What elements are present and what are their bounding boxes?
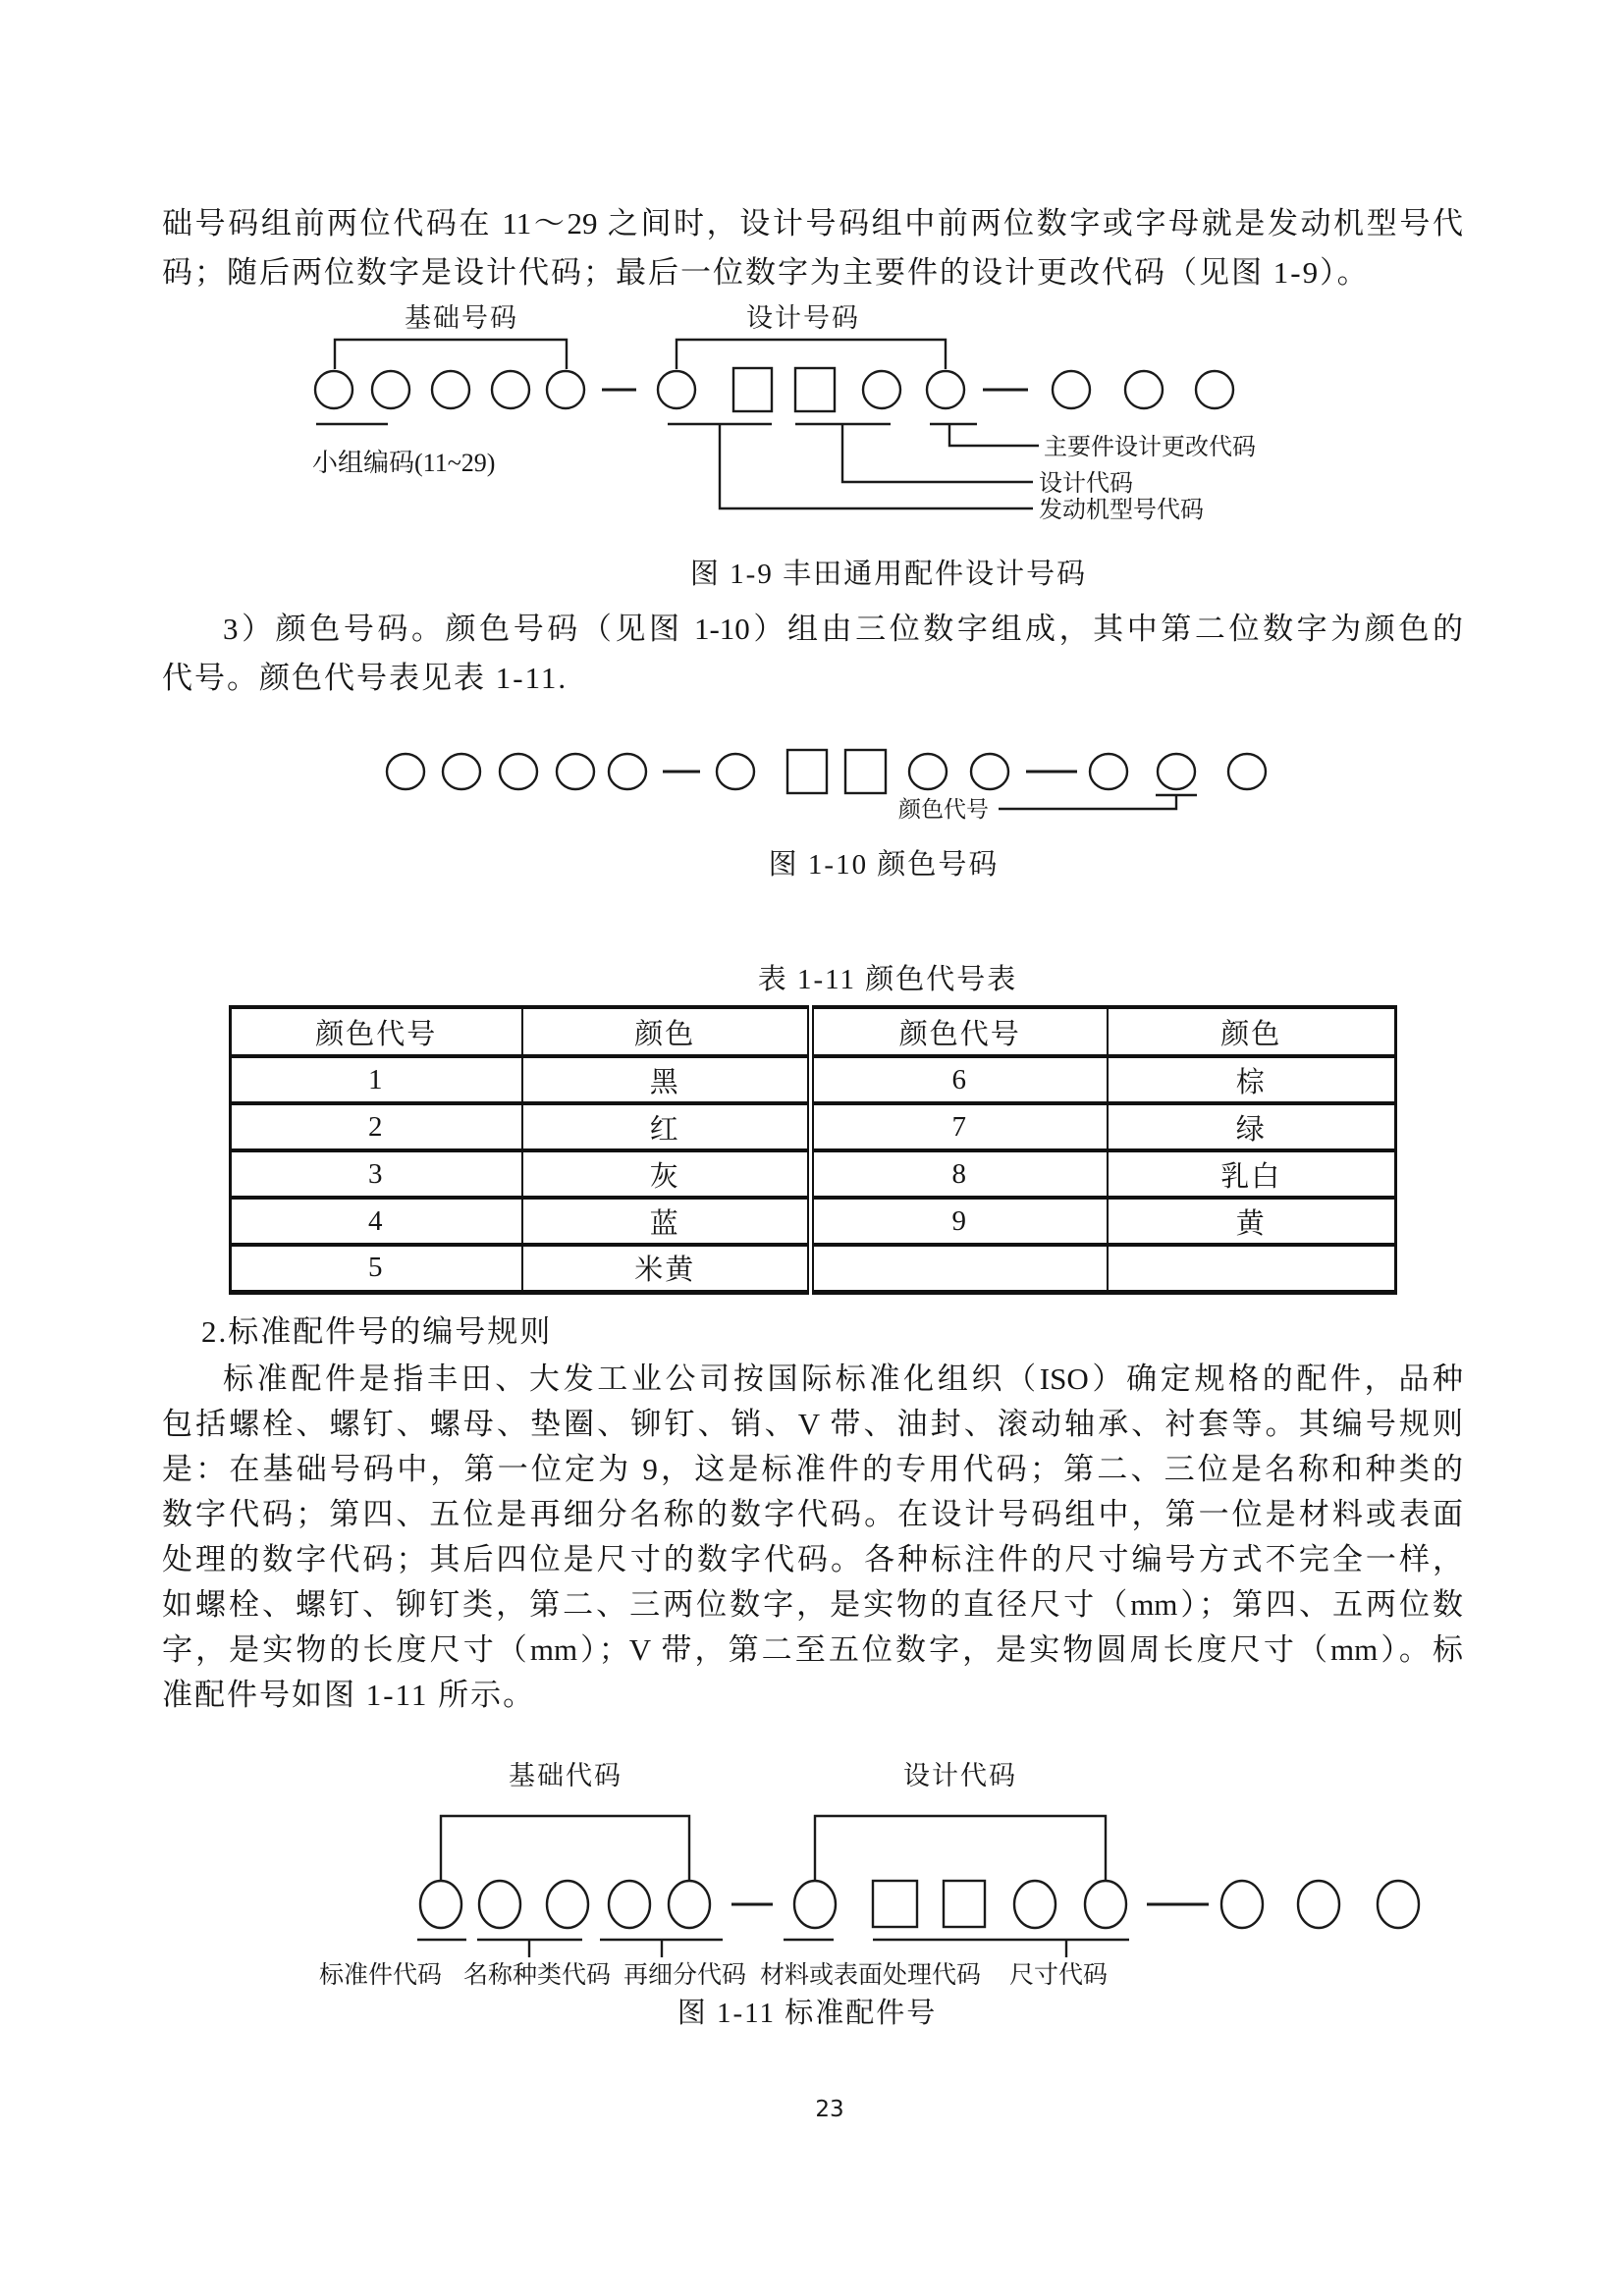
table-cell: 黑 <box>522 1056 811 1103</box>
design-number-bracket <box>677 340 946 369</box>
callout-main-part-design-change-code: 主要件设计更改代码 <box>1044 435 1256 460</box>
base-number-label: 基础号码 <box>405 303 518 333</box>
digit-circle <box>909 754 947 789</box>
callout-line <box>720 424 1033 508</box>
table-cell: 2 <box>231 1103 522 1150</box>
digit-circle <box>927 371 964 408</box>
text-line: 标准配件是指丰田、大发工业公司按国际标准化组织（ISO）确定规格的配件，品种 <box>223 1362 1463 1396</box>
text-line: 处理的数字代码；其后四位是尺寸的数字代码。各种标注件的尺寸编号方式不完全一样， <box>162 1542 1463 1576</box>
callout-line <box>949 424 1039 446</box>
table-cell <box>1108 1245 1396 1292</box>
figure-1-9-diagram <box>0 294 1624 599</box>
digit-square <box>845 750 886 793</box>
table-cell: 黄 <box>1108 1198 1396 1245</box>
digit-circle <box>717 754 754 789</box>
color-code-table <box>229 1005 1397 1295</box>
intro-paragraph <box>162 199 1463 297</box>
text-line: 3）颜色号码。颜色号码（见图 1-10）组由三位数字组成，其中第二位数字为颜色的 <box>223 612 1463 646</box>
digit-circle <box>547 1881 588 1928</box>
digit-circle <box>1378 1881 1419 1928</box>
digit-circle <box>1085 1881 1126 1928</box>
table-row <box>231 1103 1396 1150</box>
digit-square <box>787 750 827 793</box>
text-line: 如螺栓、螺钉、铆钉类，第二、三两位数字，是实物的直径尺寸（mm）；第四、五两位数 <box>162 1587 1463 1622</box>
text-line: 准配件号如图 1-11 所示。 <box>162 1678 536 1712</box>
column-header: 颜色代号 <box>811 1007 1108 1056</box>
digit-circle <box>794 1881 836 1928</box>
callout-line <box>999 795 1176 809</box>
table-cell: 蓝 <box>522 1198 811 1245</box>
callout-design-code: 设计代码 <box>1039 471 1133 497</box>
text-line: 包括螺栓、螺钉、螺母、垫圈、铆钉、销、V 带、油封、滚动轴承、衬套等。其编号规则 <box>162 1407 1463 1441</box>
figure-1-11-diagram <box>0 1755 1624 2050</box>
table-cell: 6 <box>811 1056 1108 1103</box>
figure-1-11-caption: 图 1-11 标准配件号 <box>677 1998 938 2029</box>
table-row <box>231 1150 1396 1198</box>
callout-line <box>842 424 1033 482</box>
size-code-label: 尺寸代码 <box>1009 1962 1109 1989</box>
digit-circle <box>500 754 537 789</box>
table-cell: 棕 <box>1108 1056 1396 1103</box>
figure-1-10-diagram <box>0 734 1624 896</box>
table-cell: 灰 <box>522 1150 811 1198</box>
digit-circle <box>432 371 469 408</box>
design-number-label: 设计号码 <box>746 303 860 333</box>
digit-circle <box>547 371 584 408</box>
digit-circle <box>1298 1881 1339 1928</box>
figure-1-11-shapes <box>417 1816 1419 1957</box>
digit-circle <box>557 754 594 789</box>
digit-circle <box>1053 371 1090 408</box>
digit-circle <box>1228 754 1266 789</box>
text-line: 字，是实物的长度尺寸（mm）；V 带，第二至五位数字，是实物圆周长度尺寸（mm）。标 <box>162 1632 1463 1667</box>
table-cell: 4 <box>231 1198 522 1245</box>
digit-circle <box>609 1881 650 1928</box>
design-code-label: 设计代码 <box>903 1761 1017 1790</box>
table-cell: 7 <box>811 1103 1108 1150</box>
table-cell <box>811 1245 1108 1292</box>
table-row <box>231 1198 1396 1245</box>
table-cell: 3 <box>231 1150 522 1198</box>
page-number: 23 <box>815 2097 844 2122</box>
digit-square <box>873 1881 917 1927</box>
digit-circle <box>387 754 424 789</box>
digit-circle <box>1158 754 1195 789</box>
design-code-bracket <box>815 1816 1106 1882</box>
callout-engine-model-code: 发动机型号代码 <box>1039 498 1204 523</box>
figure-1-10-caption: 图 1-10 颜色号码 <box>768 849 1000 881</box>
color-code-table-wrapper <box>229 1005 1394 1295</box>
table-cell: 红 <box>522 1103 811 1150</box>
digit-circle <box>443 754 480 789</box>
digit-circle <box>1196 371 1233 408</box>
base-number-bracket <box>335 340 567 369</box>
base-code-label: 基础代码 <box>509 1761 623 1790</box>
section-2-paragraph <box>162 1357 1463 1718</box>
column-header: 颜色代号 <box>231 1007 522 1056</box>
table-cell: 乳白 <box>1108 1150 1396 1198</box>
color-code-pointer-label: 颜色代号 <box>898 797 989 822</box>
material-surface-code-label: 材料或表面处理代码 <box>760 1962 982 1989</box>
digit-circle <box>492 371 529 408</box>
digit-circle <box>420 1881 461 1928</box>
digit-circle <box>609 754 646 789</box>
digit-circle <box>1125 371 1163 408</box>
color-number-paragraph <box>162 605 1463 703</box>
digit-square <box>733 368 772 411</box>
column-header: 颜色 <box>522 1007 811 1056</box>
table-cell: 1 <box>231 1056 522 1103</box>
table-1-11-caption: 表 1-11 颜色代号表 <box>757 964 1018 995</box>
table-header-row <box>231 1007 1396 1056</box>
digit-square <box>795 368 835 411</box>
text-line: 是：在基础号码中，第一位定为 9，这是标准件的专用代码；第二、三位是名称和种类的 <box>162 1452 1463 1486</box>
table-cell: 8 <box>811 1150 1108 1198</box>
subdivision-code-label: 再细分代码 <box>623 1962 747 1989</box>
digit-circle <box>1221 1881 1263 1928</box>
digit-circle <box>669 1881 710 1928</box>
column-header: 颜色 <box>1108 1007 1396 1056</box>
text-line: 础号码组前两位代码在 11～29 之间时，设计号码组中前两位数字或字母就是发动机型号代 <box>162 206 1463 240</box>
standard-part-code-label: 标准件代码 <box>319 1962 443 1989</box>
table-row <box>231 1056 1396 1103</box>
digit-circle <box>479 1881 520 1928</box>
figure-1-10-shapes <box>387 750 1266 809</box>
table-row <box>231 1245 1396 1292</box>
base-code-bracket <box>441 1816 689 1882</box>
table-cell: 绿 <box>1108 1103 1396 1150</box>
digit-circle <box>315 371 352 408</box>
text-line: 码；随后两位数字是设计代码；最后一位数字为主要件的设计更改代码（见图 1-9）。 <box>162 255 1370 290</box>
figure-1-9-caption: 图 1-9 丰田通用配件设计号码 <box>689 559 1088 590</box>
digit-square <box>944 1881 985 1927</box>
group-code-label: 小组编码(11~29) <box>312 449 496 477</box>
table-cell: 5 <box>231 1245 522 1292</box>
name-type-code-label: 名称种类代码 <box>463 1962 612 1989</box>
digit-circle <box>863 371 900 408</box>
digit-circle <box>971 754 1008 789</box>
digit-circle <box>372 371 409 408</box>
section-2-heading: 2.标准配件号的编号规则 <box>201 1314 553 1349</box>
text-line: 代号。颜色代号表见表 1-11. <box>162 661 568 695</box>
digit-circle <box>658 371 695 408</box>
digit-circle <box>1090 754 1127 789</box>
digit-circle <box>1014 1881 1056 1928</box>
table-cell: 9 <box>811 1198 1108 1245</box>
table-cell: 米黄 <box>522 1245 811 1292</box>
text-line: 数字代码；第四、五位是再细分名称的数字代码。在设计号码组中，第一位是材料或表面 <box>162 1497 1463 1531</box>
